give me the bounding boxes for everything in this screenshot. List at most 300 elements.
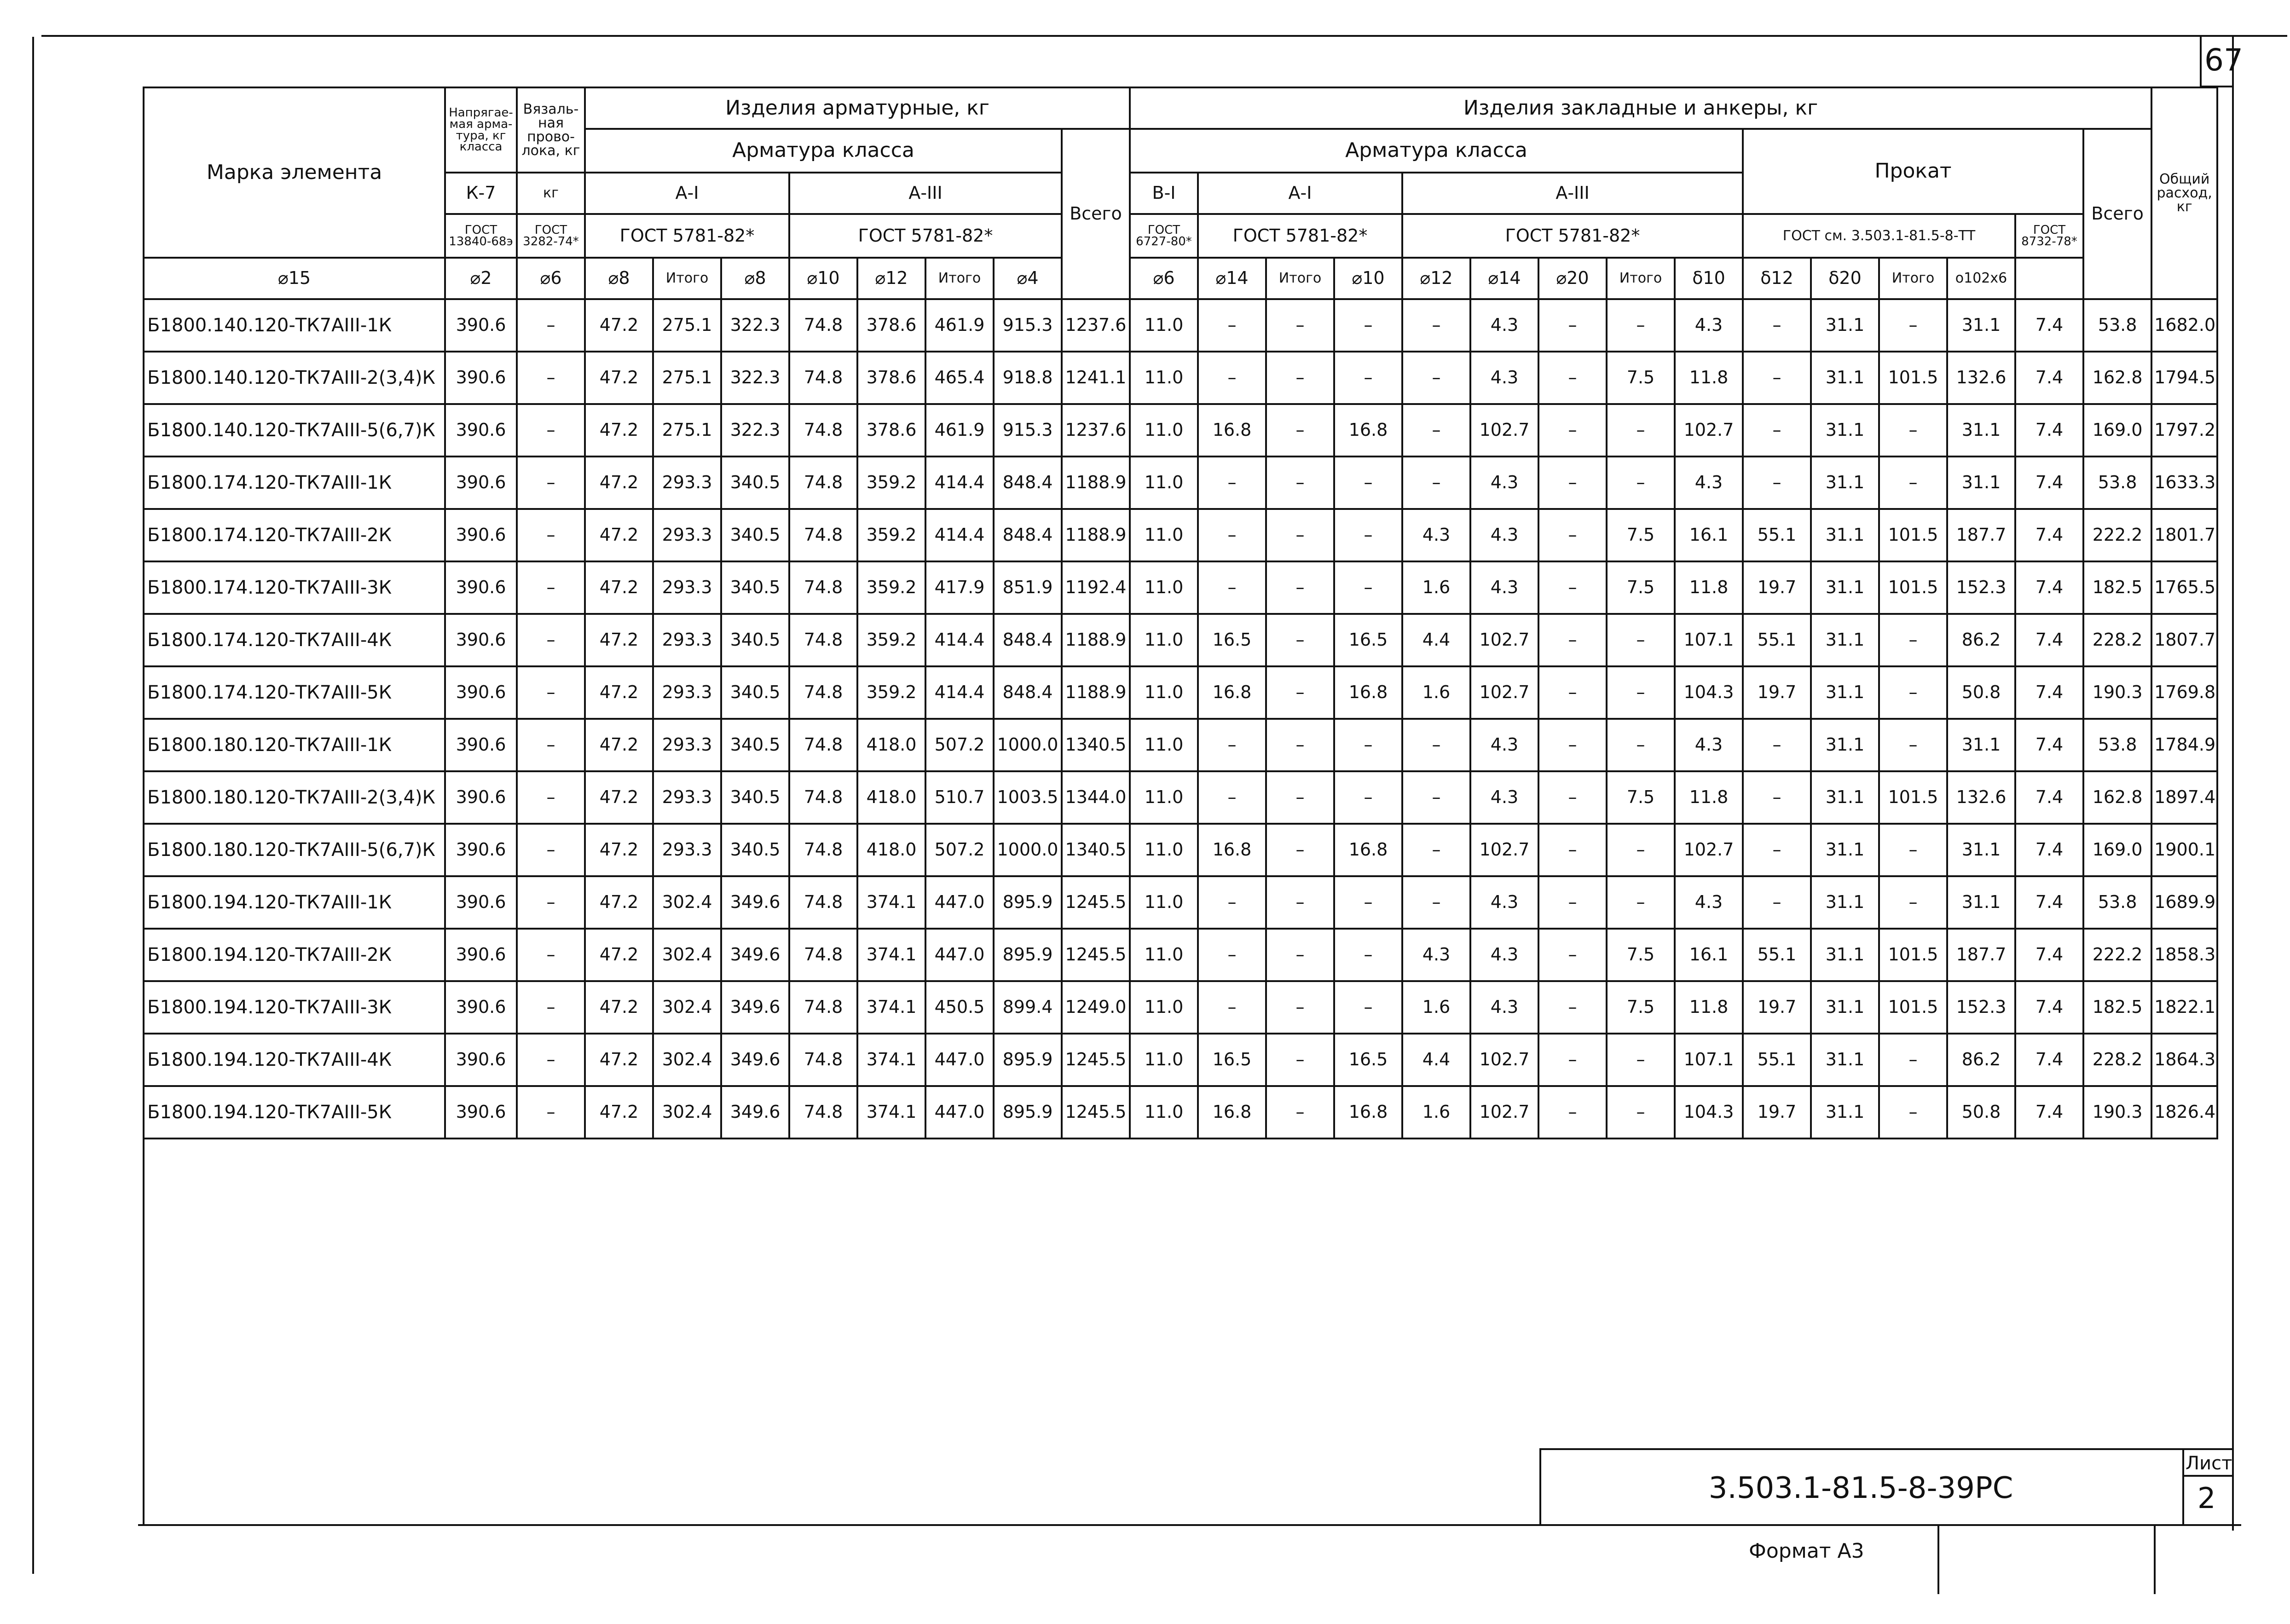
value-cell: 47.2	[585, 771, 653, 824]
value-cell: 7.5	[1607, 561, 1675, 614]
value-cell: 132.6	[1947, 771, 2015, 824]
value-cell: 101.5	[1879, 352, 1947, 404]
value-cell: 4.3	[1470, 719, 1538, 771]
value-cell: 47.2	[585, 666, 653, 719]
value-cell: 848.4	[994, 509, 1062, 561]
value-cell: 11.0	[1130, 457, 1198, 509]
value-cell: –	[1334, 457, 1402, 509]
element-mark-cell: Б1800.174.120-ТК7АIII-4К	[144, 614, 445, 666]
header-d10: ⌀10	[1334, 258, 1402, 299]
value-cell: 31.1	[1811, 404, 1879, 457]
header-t10: δ10	[1675, 258, 1743, 299]
value-cell: 74.8	[789, 299, 857, 352]
value-cell: 1245.5	[1062, 876, 1130, 929]
value-cell: –	[1266, 1086, 1334, 1139]
value-cell: 340.5	[721, 666, 789, 719]
value-cell: –	[1266, 771, 1334, 824]
material-consumption-table	[143, 87, 2218, 1143]
value-cell: –	[1198, 561, 1266, 614]
value-cell: 4.3	[1470, 771, 1538, 824]
value-cell: –	[517, 614, 585, 666]
value-cell: 7.5	[1607, 771, 1675, 824]
value-cell: 1344.0	[1062, 771, 1130, 824]
value-cell: 101.5	[1879, 561, 1947, 614]
value-cell: –	[1538, 981, 1607, 1034]
table-row	[144, 1034, 2217, 1086]
value-cell: 1241.1	[1062, 352, 1130, 404]
value-cell: 7.4	[2015, 614, 2083, 666]
value-cell: 16.1	[1675, 509, 1743, 561]
value-cell: –	[1266, 981, 1334, 1034]
table-row	[144, 404, 2217, 457]
value-cell: 107.1	[1675, 1034, 1743, 1086]
value-cell: 895.9	[994, 1034, 1062, 1086]
value-cell: 302.4	[653, 876, 721, 929]
value-cell: –	[1607, 876, 1675, 929]
value-cell: 47.2	[585, 981, 653, 1034]
value-cell: 390.6	[445, 404, 517, 457]
table-blank-area	[144, 1139, 2217, 1143]
header-a3-1: А-III	[789, 173, 1062, 214]
value-cell: 4.3	[1675, 457, 1743, 509]
header-d6: ⌀6	[517, 258, 585, 299]
value-cell: 47.2	[585, 824, 653, 876]
value-cell: 11.0	[1130, 352, 1198, 404]
value-cell: 1801.7	[2151, 509, 2217, 561]
value-cell: –	[1538, 404, 1607, 457]
value-cell: 1797.2	[2151, 404, 2217, 457]
value-cell: 1249.0	[1062, 981, 1130, 1034]
value-cell: –	[1538, 614, 1607, 666]
value-cell: –	[1334, 299, 1402, 352]
value-cell: 16.8	[1334, 404, 1402, 457]
value-cell: 74.8	[789, 771, 857, 824]
table-row	[144, 614, 2217, 666]
value-cell: –	[1538, 1086, 1607, 1139]
header-d20: ⌀20	[1538, 258, 1607, 299]
value-cell: 104.3	[1675, 666, 1743, 719]
value-cell: 11.0	[1130, 824, 1198, 876]
title-block-top	[1539, 1448, 2232, 1450]
header-a1-1: А-I	[585, 173, 789, 214]
value-cell: 359.2	[857, 561, 925, 614]
value-cell: 19.7	[1743, 561, 1811, 614]
value-cell: 4.3	[1470, 299, 1538, 352]
value-cell: 322.3	[721, 352, 789, 404]
value-cell: –	[1266, 824, 1334, 876]
value-cell: 102.7	[1470, 404, 1538, 457]
value-cell: 848.4	[994, 457, 1062, 509]
value-cell: 55.1	[1743, 614, 1811, 666]
value-cell: –	[1538, 824, 1607, 876]
value-cell: 293.3	[653, 824, 721, 876]
table-row	[144, 457, 2217, 509]
value-cell: 47.2	[585, 1034, 653, 1086]
header-rebar-class-2: Арматура класса	[1130, 129, 1743, 173]
table-row	[144, 666, 2217, 719]
value-cell: –	[1198, 876, 1266, 929]
value-cell: 899.4	[994, 981, 1062, 1034]
value-cell: 895.9	[994, 1086, 1062, 1139]
value-cell: 16.5	[1334, 614, 1402, 666]
value-cell: 101.5	[1879, 509, 1947, 561]
header-overall: Общий расход, кг	[2151, 87, 2217, 299]
value-cell: –	[1334, 771, 1402, 824]
value-cell: 152.3	[1947, 561, 2015, 614]
value-cell: 390.6	[445, 299, 517, 352]
value-cell: 11.0	[1130, 771, 1198, 824]
value-cell: 293.3	[653, 666, 721, 719]
value-cell: 187.7	[1947, 509, 2015, 561]
blank-cell	[144, 1139, 2217, 1143]
value-cell: 1794.5	[2151, 352, 2217, 404]
value-cell: 378.6	[857, 352, 925, 404]
value-cell: –	[1402, 771, 1470, 824]
value-cell: –	[1538, 561, 1607, 614]
value-cell: 47.2	[585, 404, 653, 457]
value-cell: 74.8	[789, 509, 857, 561]
value-cell: 102.7	[1470, 1034, 1538, 1086]
value-cell: –	[1607, 614, 1675, 666]
value-cell: 7.4	[2015, 509, 2083, 561]
value-cell: –	[517, 561, 585, 614]
element-mark-cell: Б1800.174.120-ТК7АIII-1К	[144, 457, 445, 509]
value-cell: 302.4	[653, 929, 721, 981]
header-a3-2: А-III	[1402, 173, 1743, 214]
value-cell: 359.2	[857, 509, 925, 561]
value-cell: –	[1879, 1034, 1947, 1086]
value-cell: 4.3	[1470, 352, 1538, 404]
value-cell: 390.6	[445, 561, 517, 614]
value-cell: 1188.9	[1062, 457, 1130, 509]
value-cell: –	[1198, 981, 1266, 1034]
value-cell: 31.1	[1947, 299, 2015, 352]
frame-right-line	[2232, 35, 2234, 1531]
value-cell: –	[517, 509, 585, 561]
value-cell: 182.5	[2083, 561, 2151, 614]
value-cell: –	[1402, 352, 1470, 404]
header-binding-wire: Вязаль-ная прово-лока, кг	[517, 87, 585, 173]
value-cell: 31.1	[1811, 457, 1879, 509]
value-cell: 102.7	[1470, 666, 1538, 719]
value-cell: 7.4	[2015, 404, 2083, 457]
value-cell: –	[1538, 771, 1607, 824]
value-cell: 7.4	[2015, 352, 2083, 404]
value-cell: 102.7	[1675, 824, 1743, 876]
value-cell: –	[1402, 719, 1470, 771]
value-cell: 31.1	[1811, 614, 1879, 666]
value-cell: 374.1	[857, 929, 925, 981]
value-cell: 169.0	[2083, 404, 2151, 457]
value-cell: 4.4	[1402, 614, 1470, 666]
value-cell: –	[517, 457, 585, 509]
table-row	[144, 509, 2217, 561]
value-cell: 450.5	[925, 981, 994, 1034]
value-cell: 390.6	[445, 666, 517, 719]
header-prestressed: Напрягае-мая арма-тура, кг класса	[445, 87, 517, 173]
value-cell: –	[1743, 457, 1811, 509]
value-cell: 293.3	[653, 561, 721, 614]
value-cell: 19.7	[1743, 666, 1811, 719]
value-cell: –	[1402, 876, 1470, 929]
header-gost-5781-2: ГОСТ 5781-82*	[789, 214, 1062, 258]
table-row	[144, 561, 2217, 614]
value-cell: 16.5	[1198, 1034, 1266, 1086]
value-cell: –	[1198, 719, 1266, 771]
value-cell: 50.8	[1947, 666, 2015, 719]
value-cell: –	[517, 981, 585, 1034]
value-cell: 1.6	[1402, 666, 1470, 719]
value-cell: –	[1266, 929, 1334, 981]
value-cell: 1.6	[1402, 561, 1470, 614]
value-cell: 378.6	[857, 404, 925, 457]
value-cell: 390.6	[445, 771, 517, 824]
value-cell: 53.8	[2083, 299, 2151, 352]
value-cell: –	[1334, 876, 1402, 929]
value-cell: 31.1	[1811, 1086, 1879, 1139]
value-cell: –	[1198, 509, 1266, 561]
value-cell: 1864.3	[2151, 1034, 2217, 1086]
value-cell: 74.8	[789, 1086, 857, 1139]
value-cell: 7.5	[1607, 981, 1675, 1034]
value-cell: 31.1	[1811, 719, 1879, 771]
value-cell: 414.4	[925, 509, 994, 561]
value-cell: 418.0	[857, 824, 925, 876]
value-cell: 374.1	[857, 1034, 925, 1086]
value-cell: 447.0	[925, 1034, 994, 1086]
element-mark-cell: Б1800.180.120-ТК7АIII-1К	[144, 719, 445, 771]
header-t12: δ12	[1743, 258, 1811, 299]
value-cell: –	[1198, 352, 1266, 404]
value-cell: –	[1334, 981, 1402, 1034]
value-cell: 1000.0	[994, 824, 1062, 876]
value-cell: –	[1538, 509, 1607, 561]
value-cell: 11.8	[1675, 771, 1743, 824]
value-cell: –	[1266, 352, 1334, 404]
value-cell: 349.6	[721, 929, 789, 981]
value-cell: 390.6	[445, 352, 517, 404]
value-cell: 1897.4	[2151, 771, 2217, 824]
value-cell: –	[1879, 876, 1947, 929]
value-cell: 1340.5	[1062, 824, 1130, 876]
table-row	[144, 876, 2217, 929]
value-cell: 31.1	[1947, 457, 2015, 509]
value-cell: 1769.8	[2151, 666, 2217, 719]
value-cell: 414.4	[925, 457, 994, 509]
value-cell: 74.8	[789, 404, 857, 457]
value-cell: 414.4	[925, 666, 994, 719]
header-b1: В-I	[1130, 173, 1198, 214]
value-cell: –	[1607, 299, 1675, 352]
value-cell: 7.4	[2015, 771, 2083, 824]
value-cell: 340.5	[721, 457, 789, 509]
value-cell: –	[1607, 824, 1675, 876]
value-cell: 53.8	[2083, 876, 2151, 929]
value-cell: 293.3	[653, 771, 721, 824]
value-cell: 47.2	[585, 561, 653, 614]
value-cell: 1188.9	[1062, 666, 1130, 719]
value-cell: 848.4	[994, 614, 1062, 666]
value-cell: 1188.9	[1062, 509, 1130, 561]
value-cell: –	[1402, 824, 1470, 876]
value-cell: –	[1402, 299, 1470, 352]
format-divider-right	[2154, 1525, 2156, 1594]
value-cell: 340.5	[721, 561, 789, 614]
header-gost-b1: ГОСТ 6727-80*	[1130, 214, 1198, 258]
table-row	[144, 299, 2217, 352]
value-cell: –	[1607, 719, 1675, 771]
value-cell: 16.8	[1198, 404, 1266, 457]
value-cell: 86.2	[1947, 1034, 2015, 1086]
value-cell: –	[1538, 929, 1607, 981]
header-pipe: о102х6	[1947, 258, 2015, 299]
value-cell: 7.4	[2015, 929, 2083, 981]
value-cell: 390.6	[445, 1034, 517, 1086]
value-cell: –	[1266, 561, 1334, 614]
value-cell: 31.1	[1811, 666, 1879, 719]
value-cell: 918.8	[994, 352, 1062, 404]
value-cell: –	[1879, 299, 1947, 352]
value-cell: –	[1607, 1034, 1675, 1086]
value-cell: 55.1	[1743, 509, 1811, 561]
element-mark-cell: Б1800.174.120-ТК7АIII-5К	[144, 666, 445, 719]
value-cell: 74.8	[789, 929, 857, 981]
value-cell: –	[1538, 352, 1607, 404]
value-cell: 31.1	[1811, 824, 1879, 876]
value-cell: 4.3	[1402, 929, 1470, 981]
header-d12: ⌀12	[857, 258, 925, 299]
value-cell: 4.3	[1470, 981, 1538, 1034]
value-cell: 390.6	[445, 509, 517, 561]
sheet-number: 2	[2197, 1481, 2216, 1515]
value-cell: 4.3	[1470, 876, 1538, 929]
value-cell: 390.6	[445, 614, 517, 666]
value-cell: 507.2	[925, 824, 994, 876]
value-cell: 1.6	[1402, 1086, 1470, 1139]
value-cell: 11.8	[1675, 981, 1743, 1034]
value-cell: 390.6	[445, 929, 517, 981]
value-cell: 4.3	[1402, 509, 1470, 561]
value-cell: 11.0	[1130, 1034, 1198, 1086]
header-rolled: Прокат	[1743, 129, 2083, 214]
element-mark-cell: Б1800.194.120-ТК7АIII-1К	[144, 876, 445, 929]
header-d8: ⌀8	[721, 258, 789, 299]
value-cell: 7.4	[2015, 1086, 2083, 1139]
value-cell: –	[1538, 719, 1607, 771]
value-cell: 7.4	[2015, 457, 2083, 509]
value-cell: 1807.7	[2151, 614, 2217, 666]
value-cell: 162.8	[2083, 352, 2151, 404]
value-cell: 378.6	[857, 299, 925, 352]
value-cell: –	[517, 1086, 585, 1139]
value-cell: 16.5	[1334, 1034, 1402, 1086]
value-cell: 1765.5	[2151, 561, 2217, 614]
header-k7: К-7	[445, 173, 517, 214]
value-cell: 86.2	[1947, 614, 2015, 666]
value-cell: –	[1334, 352, 1402, 404]
value-cell: 47.2	[585, 876, 653, 929]
value-cell: 101.5	[1879, 771, 1947, 824]
element-mark-cell: Б1800.194.120-ТК7АIII-5К	[144, 1086, 445, 1139]
value-cell: 7.5	[1607, 929, 1675, 981]
value-cell: 507.2	[925, 719, 994, 771]
value-cell: 1784.9	[2151, 719, 2217, 771]
value-cell: 47.2	[585, 1086, 653, 1139]
value-cell: 16.8	[1334, 824, 1402, 876]
value-cell: 55.1	[1743, 929, 1811, 981]
value-cell: –	[1879, 666, 1947, 719]
value-cell: 47.2	[585, 457, 653, 509]
value-cell: 162.8	[2083, 771, 2151, 824]
value-cell: 359.2	[857, 614, 925, 666]
value-cell: –	[517, 771, 585, 824]
value-cell: 74.8	[789, 614, 857, 666]
value-cell: 31.1	[1811, 876, 1879, 929]
value-cell: 16.8	[1198, 824, 1266, 876]
value-cell: –	[1266, 457, 1334, 509]
format-divider-left	[1937, 1525, 1939, 1594]
value-cell: 47.2	[585, 614, 653, 666]
value-cell: 74.8	[789, 981, 857, 1034]
page-number: 67	[2204, 42, 2243, 78]
value-cell: 895.9	[994, 929, 1062, 981]
value-cell: 447.0	[925, 876, 994, 929]
value-cell: 222.2	[2083, 929, 2151, 981]
value-cell: 11.0	[1130, 876, 1198, 929]
value-cell: 1003.5	[994, 771, 1062, 824]
value-cell: 1826.4	[2151, 1086, 2217, 1139]
value-cell: 4.3	[1675, 299, 1743, 352]
value-cell: 7.5	[1607, 509, 1675, 561]
value-cell: –	[1266, 299, 1334, 352]
value-cell: 293.3	[653, 509, 721, 561]
value-cell: 74.8	[789, 719, 857, 771]
value-cell: 1.6	[1402, 981, 1470, 1034]
value-cell: –	[1879, 404, 1947, 457]
value-cell: 417.9	[925, 561, 994, 614]
value-cell: 31.1	[1811, 299, 1879, 352]
value-cell: 374.1	[857, 876, 925, 929]
value-cell: 53.8	[2083, 457, 2151, 509]
header-embedded-total: Всего	[2083, 129, 2151, 299]
value-cell: 349.6	[721, 1086, 789, 1139]
value-cell: –	[517, 929, 585, 981]
value-cell: –	[1879, 1086, 1947, 1139]
value-cell: –	[517, 824, 585, 876]
value-cell: 31.1	[1811, 561, 1879, 614]
value-cell: 31.1	[1811, 929, 1879, 981]
value-cell: 11.0	[1130, 1086, 1198, 1139]
value-cell: 7.4	[2015, 561, 2083, 614]
value-cell: 1822.1	[2151, 981, 2217, 1034]
header-itogo: Итого	[1607, 258, 1675, 299]
value-cell: 851.9	[994, 561, 1062, 614]
document-code: 3.503.1-81.5-8-39РС	[1708, 1471, 2013, 1505]
value-cell: 418.0	[857, 719, 925, 771]
value-cell: –	[517, 666, 585, 719]
value-cell: 101.5	[1879, 929, 1947, 981]
value-cell: 11.8	[1675, 352, 1743, 404]
value-cell: –	[1334, 561, 1402, 614]
value-cell: 1633.3	[2151, 457, 2217, 509]
value-cell: 1682.0	[2151, 299, 2217, 352]
value-cell: –	[1607, 1086, 1675, 1139]
value-cell: 390.6	[445, 824, 517, 876]
value-cell: 390.6	[445, 1086, 517, 1139]
value-cell: 4.3	[1675, 876, 1743, 929]
value-cell: 102.7	[1675, 404, 1743, 457]
header-a1-2: А-I	[1198, 173, 1402, 214]
